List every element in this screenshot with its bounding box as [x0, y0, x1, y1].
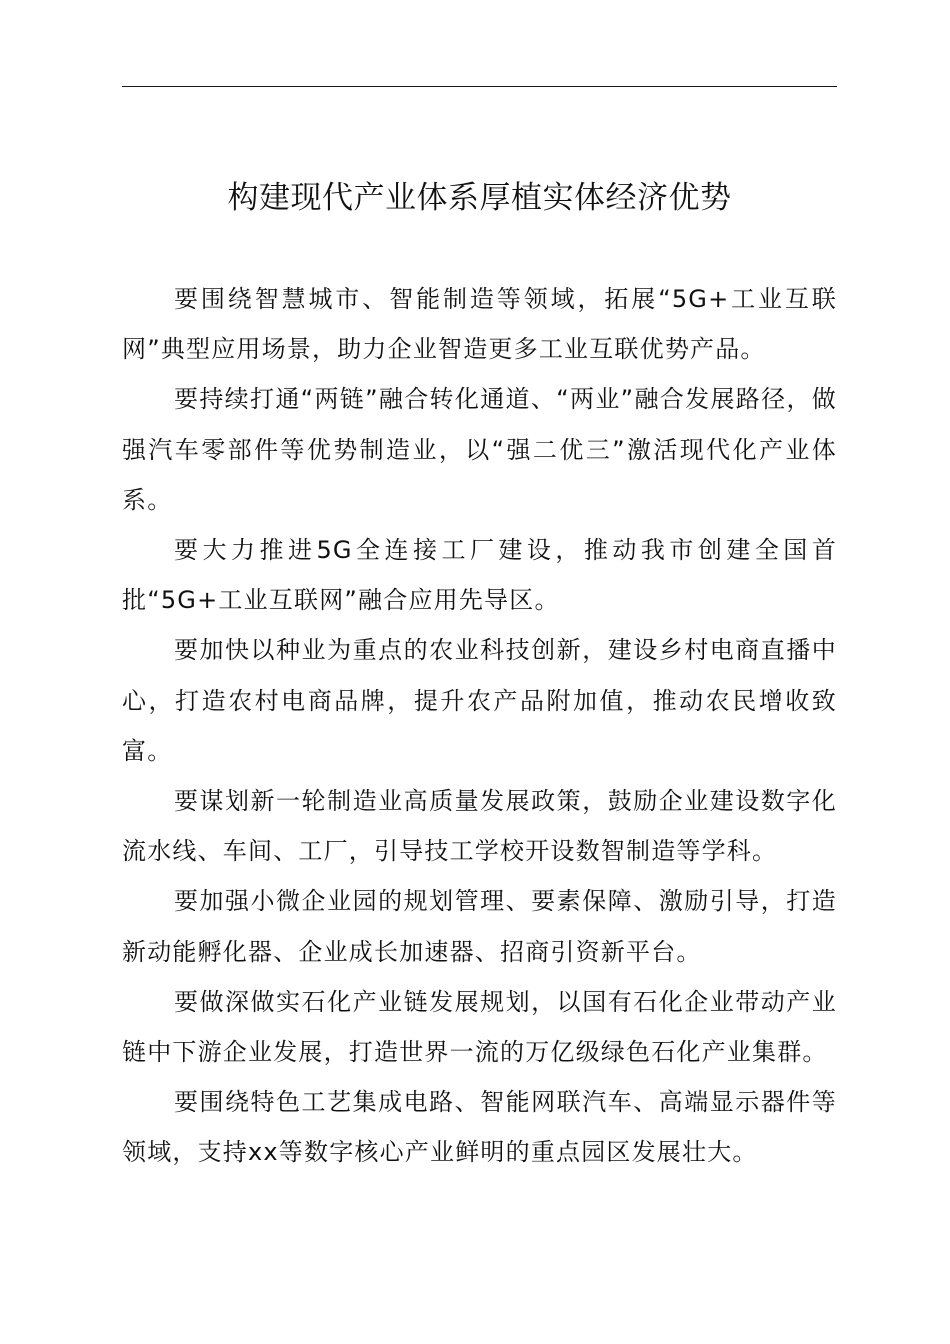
- paragraph: 要加强小微企业园的规划管理、要素保障、激励引导，打造新动能孵化器、企业成长加速器、招商引资新平台。: [122, 887, 837, 966]
- document-title: 构建现代产业体系厚植实体经济优势: [227, 180, 732, 216]
- paragraph: 要做深做实石化产业链发展规划，以国有石化企业带动产业链中下游企业发展，打造世界一流的万亿级绿色石化产业集群。: [122, 987, 837, 1067]
- paragraph: 要加快以种业为重点的农业科技创新，建设乡村电商直播中心，打造农村电商品牌，提升农产品附加值，推动农民增收致富。: [122, 636, 837, 765]
- header-rule: [122, 86, 837, 87]
- paragraph: 要持续打通“两链”融合转化通道、“两业”融合发展路径，做强汽车零部件等优势制造业，以“强二优三”激活现代化产业体系。: [122, 385, 837, 514]
- paragraph: 要围绕智慧城市、智能制造等领域，拓展“5G+工业互联网”典型应用场景，助力企业智造更多工业互联优势产品。: [122, 285, 837, 364]
- paragraph: 要围绕特色工艺集成电路、智能网联汽车、高端显示器件等领域，支持xx等数字核心产业鲜明的重点园区发展壮大。: [122, 1088, 837, 1167]
- paragraph: 要大力推进5G全连接工厂建设，推动我市创建全国首批“5G+工业互联网”融合应用先导区。: [122, 536, 837, 615]
- paragraph: 要谋划新一轮制造业高质量发展政策，鼓励企业建设数字化流水线、车间、工厂，引导技工学校开设数智制造等学科。: [122, 787, 837, 866]
- document-body: [122, 274, 837, 1178]
